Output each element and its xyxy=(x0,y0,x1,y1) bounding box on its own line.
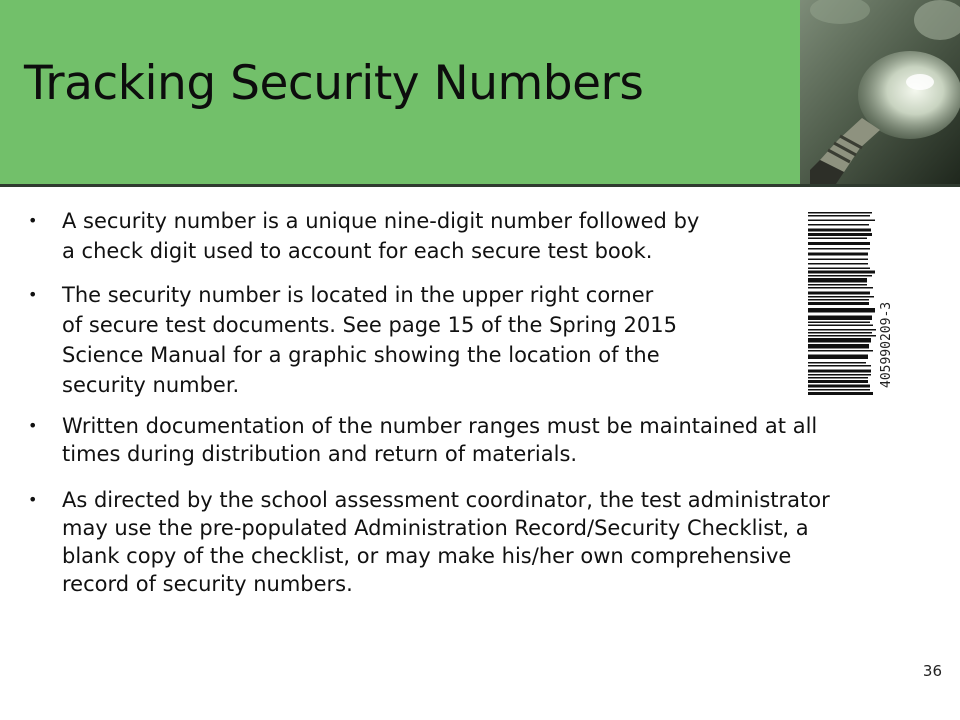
barcode-bar xyxy=(808,335,876,337)
barcode-bar xyxy=(808,292,870,295)
barcode-icon xyxy=(804,210,896,400)
barcode-bar xyxy=(808,350,873,352)
page-number: 36 xyxy=(922,662,942,680)
barcode-bar xyxy=(808,377,868,379)
barcode-bar xyxy=(808,338,871,343)
barcode-bar xyxy=(808,362,866,364)
bullet-text xyxy=(62,280,677,400)
bullet-line: Science Manual for a graphic showing the location of the xyxy=(62,343,660,367)
bullet-symbol: • xyxy=(28,416,38,435)
barcode-bar xyxy=(808,215,870,217)
bullet-line: The security number is located in the upper right corner xyxy=(62,283,654,307)
barcode-bar xyxy=(808,365,871,367)
barcode-bar xyxy=(808,385,870,388)
barcode-bar xyxy=(808,392,873,395)
barcode-bar xyxy=(808,284,867,286)
barcode-bar xyxy=(808,308,875,313)
bullet-line: A security number is a unique nine-digit number followed by xyxy=(62,209,700,233)
barcode-bar xyxy=(808,344,869,349)
bullet-line: a check digit used to account for each secure test book. xyxy=(62,239,653,263)
bullet-symbol: • xyxy=(28,285,38,304)
bullet-symbol: • xyxy=(28,211,38,230)
bullet-text xyxy=(62,206,699,266)
barcode-bar xyxy=(808,374,871,376)
barcode-bar xyxy=(808,242,870,245)
bullet-line: blank copy of the checklist, or may make his/her own comprehensive xyxy=(62,544,792,568)
barcode-bar xyxy=(808,370,871,373)
barcode-bar xyxy=(808,275,872,277)
barcode-bar xyxy=(808,316,872,321)
barcode-bar xyxy=(808,329,876,331)
barcode-bar xyxy=(808,229,871,232)
barcode-bar xyxy=(808,248,870,250)
barcode-bar xyxy=(808,302,869,305)
barcode-bar xyxy=(808,263,868,265)
barcode-bar xyxy=(808,233,872,236)
title-bar xyxy=(0,0,800,184)
bullet-line: of secure test documents. See page 15 of the Spring 2015 xyxy=(62,313,677,337)
bullet-line: security number. xyxy=(62,373,240,397)
barcode-bar xyxy=(808,299,869,301)
barcode-bar xyxy=(808,296,874,298)
bullet-line: record of security numbers. xyxy=(62,572,353,596)
barcode-bar xyxy=(808,224,869,226)
barcode-bar xyxy=(808,278,867,283)
barcode-bar xyxy=(808,325,873,327)
barcode-bar xyxy=(808,389,870,391)
bullet-text xyxy=(62,486,830,598)
barcode-bar xyxy=(808,238,867,240)
barcode-bar xyxy=(808,287,873,289)
barcode-bar xyxy=(808,322,870,324)
barcode-bar xyxy=(808,253,868,256)
barcode-bar xyxy=(808,271,875,274)
bullet-line: As directed by the school assessment coordinator, the test administrator xyxy=(62,488,830,512)
bullet-text xyxy=(62,412,817,468)
barcode-bar xyxy=(808,355,868,360)
barcode-bar xyxy=(808,259,868,261)
slide-title: Tracking Security Numbers xyxy=(24,56,644,111)
bullet-line: times during distribution and return of materials. xyxy=(62,442,578,466)
barcode-bar xyxy=(808,212,872,214)
barcode-bar xyxy=(808,332,872,334)
barcode-bar xyxy=(808,380,868,383)
barcode-bar xyxy=(808,220,875,222)
lightbulb-photo xyxy=(800,0,960,184)
barcode-bar xyxy=(808,268,870,270)
bullet-symbol: • xyxy=(28,490,38,509)
header-divider xyxy=(0,184,960,187)
bullet-line: may use the pre-populated Administration Record/Security Checklist, a xyxy=(62,516,809,540)
bullet-line: Written documentation of the number ranges must be maintained at all xyxy=(62,414,818,438)
barcode-label: 405990209-3 xyxy=(879,301,894,388)
